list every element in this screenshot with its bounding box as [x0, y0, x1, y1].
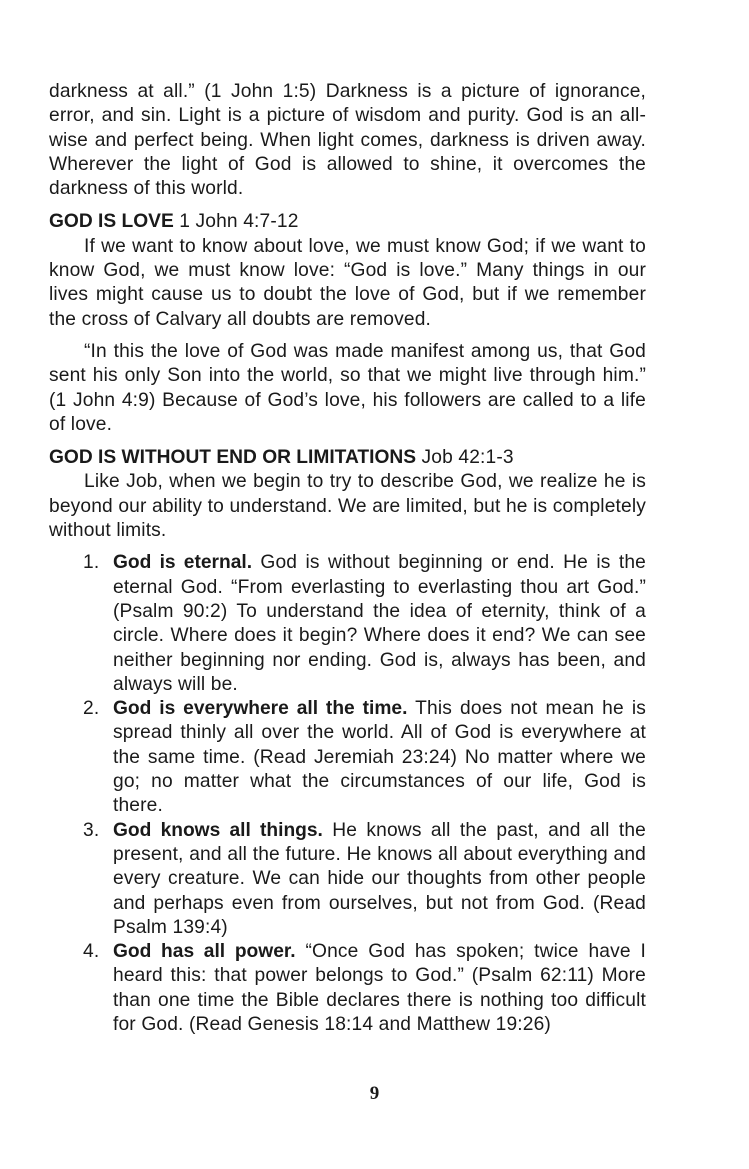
list-item	[83, 940, 646, 1037]
love-heading: GOD IS LOVE	[49, 211, 174, 233]
list-item-text: He knows all the past, and all the present, and all the future. He knows all about everything and every creature. We can hide our thoughts from other people and perhaps even from ourselves, but not from God. (Read Psalm 139:4)	[113, 819, 646, 938]
list-item-title: God knows all things.	[113, 819, 323, 841]
list-item-text: God is without beginning or end. He is the eternal God. “From everlasting to everlasting thou art God.” (Psalm 90:2) To understand the idea of eternity, think of a circle. Where does it begin? Where does it end? We can see neither beginning nor ending. God is, always has been, and always will be.	[113, 552, 646, 695]
list-item	[83, 697, 647, 818]
page-number: 9	[369, 1083, 380, 1104]
list-item-title: God is everywhere all the time.	[113, 698, 408, 720]
love-reference: 1 John 4:7-12	[179, 211, 299, 233]
limits-heading-line	[49, 446, 646, 470]
list-item	[83, 551, 646, 697]
list-item-text: This does not mean he is spread thinly all over the world. All of God is everywhere at the same time. (Read Jeremiah 23:24) No matter where we go; no matter what the circumstances of our life, God is there.	[113, 698, 647, 817]
love-heading-line	[49, 210, 646, 234]
list-item-text: “Once God has spoken; twice have I heard this: that power belongs to God.” (Psalm 62:11) More than one time the Bible declares there is nothing too difficult for God. (Read Genesis 18:14 and Matthew 19:26)	[113, 941, 646, 1035]
list-item-number: 2.	[83, 698, 100, 720]
love-paragraph-2: “In this the love of God was made manifest among us, that God sent his only Son into the world, so that we might live through him.” (1 John 4:9) Because of God’s love, his followers are called to a life of love.	[49, 340, 646, 435]
list-item-number: 4.	[83, 941, 100, 963]
list-item-number: 3.	[83, 819, 100, 841]
list-item-title: God has all power.	[113, 941, 296, 963]
limits-reference: Job 42:1-3	[421, 447, 514, 469]
limits-heading: GOD IS WITHOUT END OR LIMITATIONS	[49, 447, 417, 469]
list-item-title: God is eternal.	[113, 552, 253, 574]
intro-paragraph: darkness at all.” (1 John 1:5) Darkness is a picture of ignorance, error, and sin. Light is a picture of wisdom and purity. God is an all-wise and perfect being. When light comes, darkness is driven away. Wherever the light of God is allowed to shine, it overcomes the darkness of this world.	[49, 81, 646, 200]
love-paragraph-1: If we want to know about love, we must know God; if we want to know God, we must know love: “God is love.” Many things in our lives might cause us to doubt the love of God, but if we remember the cross of Calvary all doubts are removed.	[49, 235, 646, 330]
book-page	[49, 80, 646, 1037]
list-item	[83, 819, 646, 940]
attributes-list	[49, 551, 646, 1037]
limits-paragraph: Like Job, when we begin to try to describe God, we realize he is beyond our ability to understand. We are limited, but he is completely without limits.	[49, 471, 646, 542]
list-item-number: 1.	[83, 552, 100, 574]
